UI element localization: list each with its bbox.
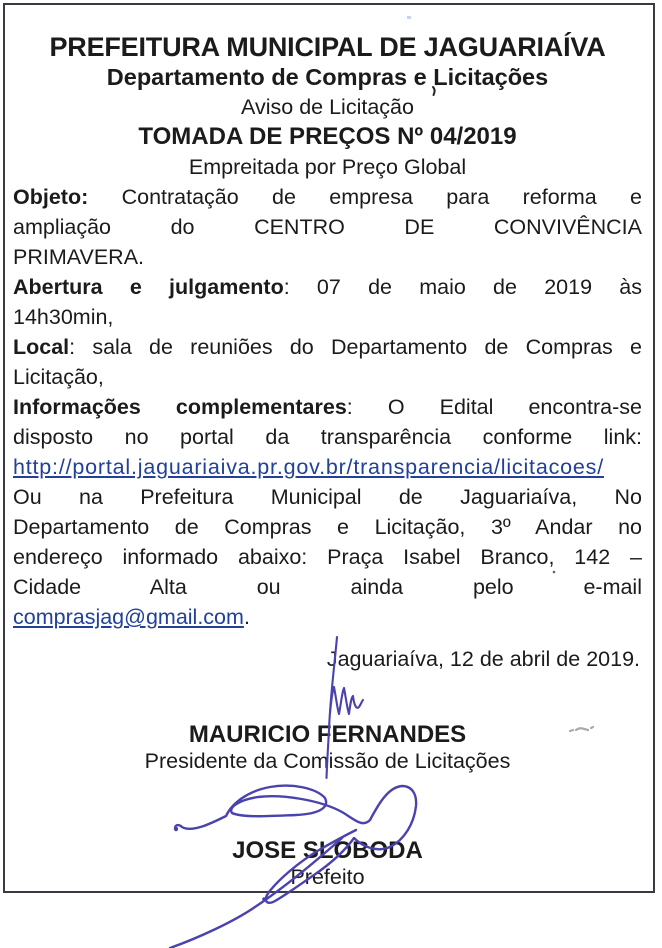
- body-line-informacoes-4: Departamento de Compras e Licitação, 3º Andar no: [13, 515, 642, 539]
- document-content: [5, 5, 653, 890]
- abertura-text: : 07 de maio de 2019 às: [283, 275, 642, 299]
- email-link[interactable]: comprasjag@gmail.com: [13, 605, 244, 629]
- document-title: PREFEITURA MUNICIPAL DE JAGUARIAÍVA: [49, 32, 606, 62]
- department-subtitle: Departamento de Compras e Licitações: [106, 64, 549, 90]
- body-line-objeto-3: PRIMAVERA.: [13, 245, 145, 269]
- body-line-url: [13, 452, 642, 482]
- body-line-informacoes: [13, 392, 642, 422]
- body-line-objeto: [13, 182, 642, 212]
- signature-block-president: [13, 722, 642, 774]
- contract-type-line: Empreitada por Preço Global: [188, 155, 467, 179]
- informacoes-text: : O Edital encontra-se: [346, 395, 643, 419]
- body-line-abertura: [13, 272, 642, 302]
- body-line-informacoes-5: endereço informado abaixo: Praça Isabel Branco, 142 –: [13, 545, 642, 569]
- ink-dot-hook: [262, 897, 266, 901]
- mayor-name: JOSE SLOBODA: [232, 837, 423, 864]
- abertura-label: Abertura e julgamento: [13, 275, 284, 299]
- body-line-local: [13, 332, 642, 362]
- notice-type-line: Aviso de Licitação: [241, 95, 414, 119]
- transparency-portal-link[interactable]: http://portal.jaguariaiva.pr.gov.br/transparencia/licitacoes/: [13, 455, 604, 479]
- dateline: Jaguariaíva, 12 de abril de 2019.: [326, 647, 640, 671]
- president-name: MAURICIO FERNANDES: [188, 721, 467, 748]
- body-line-email: [13, 602, 642, 632]
- mayor-title: Prefeito: [290, 865, 365, 889]
- email-period: .: [243, 605, 250, 629]
- signature-block-mayor: [13, 838, 642, 890]
- body-line-informacoes-3: Ou na Prefeitura Municipal de Jaguariaíva, No: [13, 485, 642, 509]
- local-text: : sala de reuniões do Departamento de Compras e: [69, 335, 642, 359]
- document-border-frame: [3, 3, 655, 893]
- body-line-abertura-2: 14h30min,: [13, 305, 114, 329]
- bid-number-line: TOMADA DE PREÇOS Nº 04/2019: [138, 123, 517, 150]
- objeto-label: Objeto:: [13, 185, 89, 209]
- objeto-text: Contratação de empresa para reforma e: [88, 185, 642, 209]
- body-line-objeto-2: ampliação do CENTRO DE CONVIVÊNCIA: [13, 215, 642, 239]
- body-line-informacoes-6: Cidade Alta ou ainda pelo e-mail: [13, 575, 642, 599]
- body-line-local-2: Licitação,: [13, 365, 104, 389]
- informacoes-label: Informações complementares: [13, 395, 347, 419]
- president-title: Presidente da Comissão de Licitações: [144, 749, 511, 773]
- body-line-informacoes-2: disposto no portal da transparência conforme link:: [13, 425, 642, 449]
- local-label: Local: [13, 335, 70, 359]
